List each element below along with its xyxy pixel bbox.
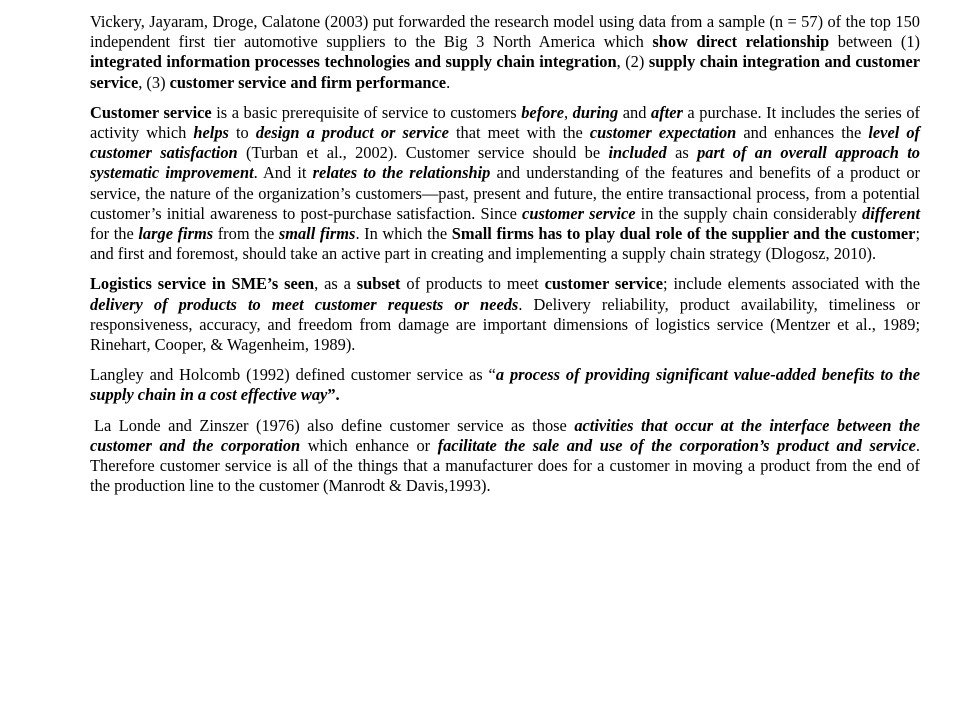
text-run: before: [521, 102, 564, 122]
text-run: . Therefore customer service is all of the things that a manufacturer does for a customer in moving a product from the end of the production line to the customer (Manrodt & Davis,1993).: [90, 435, 920, 496]
text-run: large firms: [138, 224, 214, 244]
text-run: part of an overall approach to systematic improvement: [90, 143, 920, 183]
text-run: . Delivery reliability, product availability, timeliness or responsiveness, accuracy, and freedom from damage are important dimensions of logistics service (Mentzer et al., 1989; Rinehart, Cooper, & Wagenheim, 1989).: [90, 294, 920, 355]
text-run: .: [446, 72, 451, 92]
text-run: is a basic prerequisite of service to customers: [211, 102, 522, 122]
text-run: a process of providing significant value-added benefits to the supply chain in a cost effective way: [90, 365, 920, 405]
text-run: which enhance or: [300, 435, 438, 455]
text-run: and enhances the: [736, 123, 869, 143]
text-run: between (1): [829, 32, 920, 52]
text-run: , (2): [616, 52, 649, 72]
paragraph-5: [90, 416, 920, 497]
text-run: , (3): [138, 72, 170, 92]
text-run: ; include elements associated with the: [663, 274, 921, 294]
text-run: from the: [213, 224, 279, 244]
text-run: that meet with the: [448, 123, 590, 143]
text-run: different: [862, 203, 920, 223]
text-run: Small firms has to play dual role of the supplier and the customer: [451, 224, 916, 244]
paragraph-2: [90, 103, 920, 265]
paragraph-4: [90, 365, 920, 405]
text-run: customer service and firm performance: [169, 72, 447, 92]
text-run: Langley and Holcomb (1992) defined customer service as “: [90, 365, 496, 385]
text-run: for the: [90, 224, 139, 244]
text-run: , as a: [314, 274, 357, 294]
document-page: [90, 12, 920, 506]
paragraph-3: [90, 274, 920, 355]
text-run: subset: [356, 274, 401, 294]
text-run: as: [666, 143, 698, 163]
text-run: customer service: [544, 274, 664, 294]
text-run: of products to meet: [400, 274, 545, 294]
paragraph-1: [90, 12, 920, 93]
text-run: Vickery, Jayaram, Droge, Calatone (2003) put forwarded the research model using data from a sample (n = 57) of the top 150 independent first tier automotive suppliers to the Big 3 North America which: [90, 12, 920, 52]
text-run: Logistics service in SME’s seen: [90, 274, 315, 294]
text-run: and understanding of the features and benefits of a product or service, the nature of the organization’s customers—past, present and future, the entire transactional process, from a potential customer’s initial awareness to post-purchase satisfaction. Since: [90, 163, 921, 223]
text-run: facilitate the sale and use of the corporation’s product and service: [437, 435, 916, 455]
text-run: level of customer satisfaction: [90, 123, 921, 163]
text-run: . In which the: [355, 224, 452, 244]
text-run: La Londe and Zinszer (1976) also define customer service as those: [94, 415, 575, 435]
text-run: helps: [193, 123, 229, 143]
text-run: activities that occur at the interface between the customer and the corporation: [90, 415, 921, 455]
text-run: during: [572, 102, 619, 122]
text-run: included: [608, 143, 667, 163]
text-run: show direct relationship: [652, 32, 830, 52]
text-run: . And it: [253, 163, 313, 183]
text-run: relates to the relationship: [312, 163, 491, 183]
text-run: in the supply chain considerably: [635, 203, 863, 223]
text-run: ,: [564, 102, 573, 122]
text-run: integrated information processes technologies and supply chain integration: [90, 52, 617, 72]
text-run: ”.: [327, 385, 340, 405]
text-run: delivery of products to meet customer requests or needs: [90, 294, 519, 314]
text-run: a purchase. It includes the series of activity which: [90, 102, 921, 143]
text-run: ; and first and foremost, should take an active part in creating and implementing a supply chain strategy (Dlogosz, 2010).: [90, 224, 920, 264]
text-run: (Turban et al., 2002). Customer service should be: [237, 143, 609, 163]
text-run: and: [618, 102, 651, 122]
text-run: customer expectation: [589, 123, 737, 143]
text-run: small firms: [278, 224, 356, 244]
text-run: supply chain integration and customer service: [90, 52, 920, 92]
text-run: after: [651, 102, 683, 122]
text-run: design a product or service: [255, 123, 449, 143]
text-run: to: [228, 123, 256, 143]
text-run: customer service: [522, 203, 636, 223]
text-run: Customer service: [90, 102, 212, 122]
